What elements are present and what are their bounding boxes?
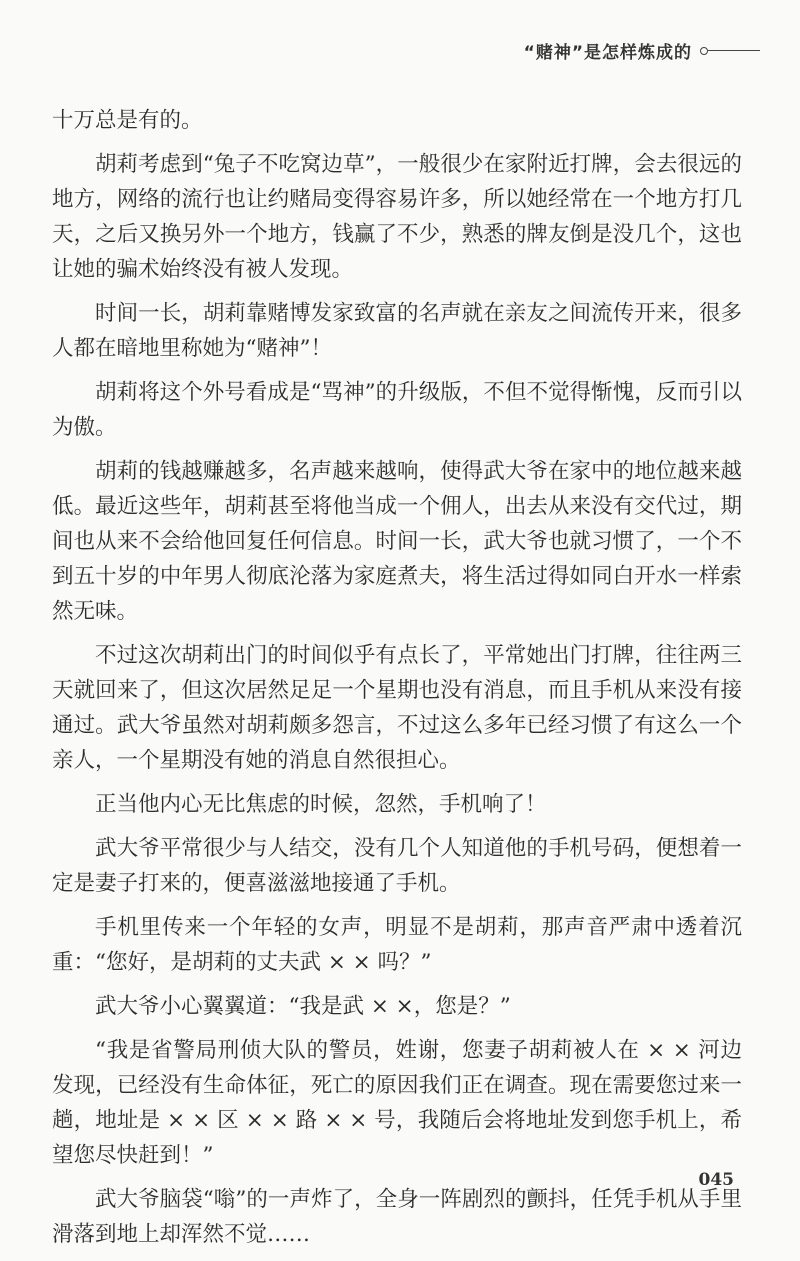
ornament-circle-icon — [700, 47, 708, 55]
paragraph: 武大爷脑袋“嗡”的一声炸了，全身一阵剧烈的颤抖，任凭手机从手里滑落到地上却浑然不觉…… — [52, 1187, 742, 1247]
paragraph: 武大爷平常很少与人结交，没有几个人知道他的手机号码，便想着一定是妻子打来的，便喜滋滋地接通了手机。 — [52, 836, 742, 896]
running-header — [524, 38, 760, 63]
paragraph: 胡莉考虑到“兔子不吃窝边草”，一般很少在家附近打牌，会去很远的地方，网络的流行也让约赌局变得容易许多，所以她经常在一个地方打几天，之后又换另外一个地方，钱赢了不少，熟悉的牌友倒是没几个，这也让她的骗术始终没有被人发现。 — [52, 152, 742, 282]
paragraph: 不过这次胡莉出门的时间似乎有点长了，平常她出门打牌，往往两三天就回来了，但这次居然足足一个星期也没有消息，而且手机从来没有接通过。武大爷虽然对胡莉颇多怨言，不过这么多年已经习惯了有这么一个亲人，一个星期没有她的消息自然很担心。 — [52, 643, 742, 773]
paragraph: “我是省警局刑侦大队的警员，姓谢，您妻子胡莉被人在 × × 河边发现，已经没有生命体征，死亡的原因我们正在调查。现在需要您过来一趟，地址是 × × 区 × × 路 × × 号，我随后会将地址发到您手机上，希望您尽快赶到！” — [52, 1038, 742, 1168]
paragraph: 正当他内心无比焦虑的时候，忽然，手机响了！ — [95, 792, 547, 817]
paragraph: 胡莉的钱越赚越多，名声越来越响，使得武大爷在家中的地位越来越低。最近这些年，胡莉甚至将他当成一个佣人，出去从来没有交代过，期间也从来不会给他回复任何信息。时间一长，武大爷也就习惯了，一个不到五十岁的中年男人彻底沦落为家庭煮夫，将生活过得如同白开水一样索然无味。 — [52, 459, 742, 624]
paragraph: 胡莉将这个外号看成是“骂神”的升级版，不但不觉得惭愧，反而引以为傲。 — [52, 380, 742, 440]
header-ornament — [700, 47, 760, 55]
paragraph: 手机里传来一个年轻的女声，明显不是胡莉，那声音严肃中透着沉重：“您好，是胡莉的丈夫武 × × 吗？” — [52, 915, 742, 975]
paragraph: 时间一长，胡莉靠赌博发家致富的名声就在亲友之间流传开来，很多人都在暗地里称她为“赌神”！ — [52, 301, 742, 361]
paragraph: 武大爷小心翼翼道：“我是武 × ×，您是？” — [95, 994, 511, 1019]
body-text — [52, 103, 742, 1261]
page-number: 045 — [698, 1170, 734, 1190]
chapter-title: “赌神”是怎样炼成的 — [523, 43, 692, 63]
ornament-line — [708, 50, 760, 51]
paragraph: 十万总是有的。 — [52, 108, 203, 133]
